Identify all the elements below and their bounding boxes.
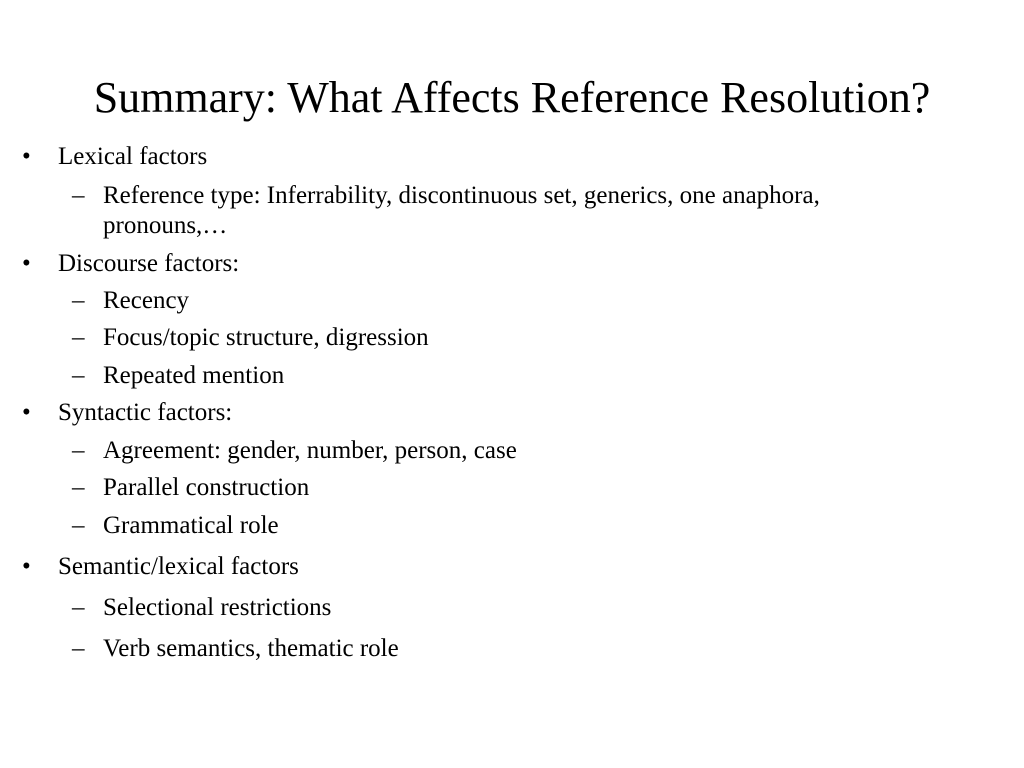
dash-mark: – [72,362,85,389]
subitem-agreement: Agreement: gender, number, person, case [103,437,517,464]
dash-mark: – [72,287,85,314]
subitem-reference-type: Reference type: Inferrability, discontinuous set, generics, one anaphora, [103,182,820,209]
dash-mark: – [72,437,85,464]
dash-mark: – [72,474,85,501]
bullet-mark: • [22,553,31,580]
bullet-mark: • [22,250,31,277]
dash-mark: – [72,635,85,662]
bullet-lexical-factors: Lexical factors [58,143,208,170]
bullet-discourse-factors: Discourse factors: [58,250,240,277]
slide-title: Summary: What Affects Reference Resolution? [93,73,931,122]
dash-mark: – [72,182,85,209]
subitem-grammatical-role: Grammatical role [103,512,279,539]
subitem-focus-topic-structure: Focus/topic structure, digression [103,324,429,351]
subitem-parallel-construction: Parallel construction [103,474,310,501]
dash-mark: – [72,594,85,621]
subitem-verb-semantics: Verb semantics, thematic role [103,635,399,662]
dash-mark: – [72,324,85,351]
subitem-recency: Recency [103,287,190,314]
bullet-mark: • [22,143,31,170]
bullet-mark: • [22,399,31,426]
subitem-repeated-mention: Repeated mention [103,362,285,389]
subitem-reference-type-continued: pronouns,… [103,212,228,239]
subitem-selectional-restrictions: Selectional restrictions [103,594,332,621]
bullet-syntactic-factors: Syntactic factors: [58,399,233,426]
bullet-semantic-lexical-factors: Semantic/lexical factors [58,553,299,580]
dash-mark: – [72,512,85,539]
